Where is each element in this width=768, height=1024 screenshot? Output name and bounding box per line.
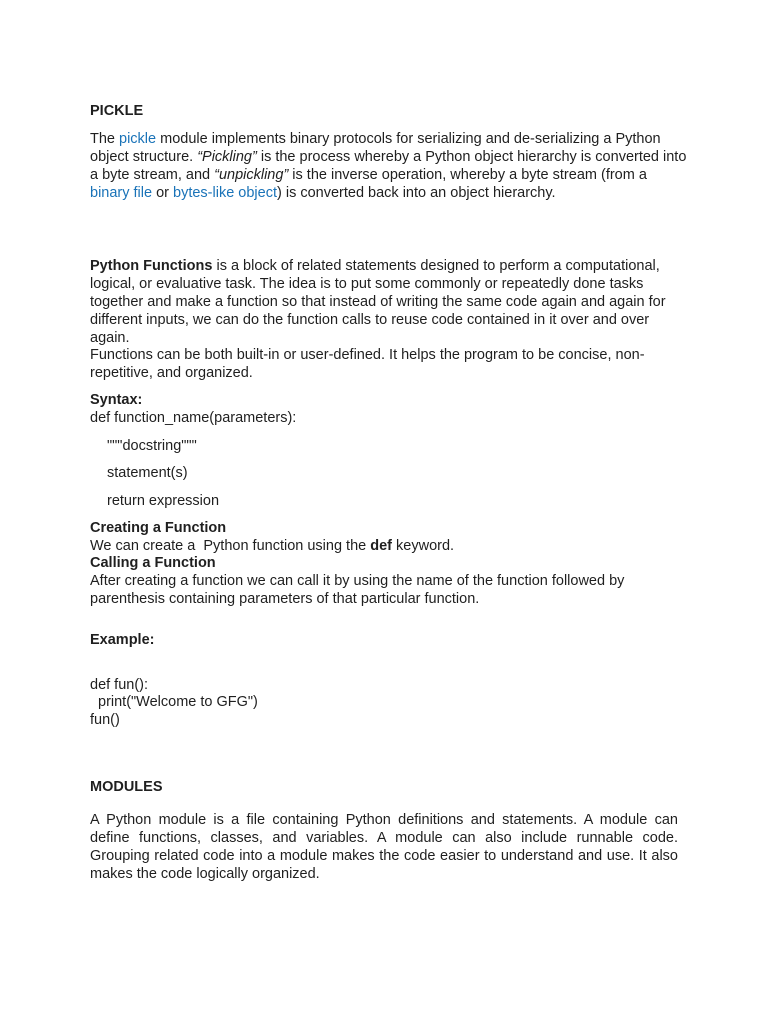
pickle-text: The <box>90 131 120 147</box>
functions-paragraph-2: Functions can be both built-in or user-defined. It helps the program to be concise, non-repetitive, and organized. <box>90 347 645 381</box>
creating-text: We can create a Python function using the <box>90 538 371 554</box>
syntax-heading: Syntax: <box>90 392 143 408</box>
def-keyword: def <box>370 538 392 554</box>
creating-text: keyword. <box>392 538 455 554</box>
pickle-text: or <box>152 185 174 201</box>
syntax-line: return expression <box>107 493 220 509</box>
pickling-term: “Pickling” <box>197 149 257 165</box>
pickle-text: is the inverse operation, whereby a byte stream (from a <box>288 167 647 183</box>
functions-text: is a block of related statements designed to perform a computational, logical, or evaluative task. The idea is to put some commonly or repeatedly done tasks together and make a function so that instead of writing the same code again and again for different inputs, we can do the function calls to reuse code contained in it over and over again. <box>90 258 666 346</box>
calling-function-heading: Calling a Function <box>90 555 216 571</box>
creating-function-text <box>90 537 690 555</box>
syntax-line: def function_name(parameters): <box>90 410 297 426</box>
modules-heading: MODULES <box>90 779 163 795</box>
pickle-paragraph <box>90 130 690 202</box>
pickle-heading: PICKLE <box>90 103 144 119</box>
syntax-line: statement(s) <box>107 465 188 481</box>
python-functions-term: Python Functions <box>90 258 213 274</box>
pickle-text: ) is converted back into an object hierarchy. <box>276 185 556 201</box>
pickle-text: module implements binary protocols for serializing and de-serializing a Python object structure. <box>90 131 661 165</box>
code-line: fun() <box>90 712 120 728</box>
code-line: def fun(): <box>90 677 149 693</box>
creating-function-heading: Creating a Function <box>90 520 227 536</box>
pickle-text: is the process whereby a Python object hierarchy is converted into a byte stream, and <box>90 149 687 183</box>
calling-function-text: After creating a function we can call it by using the name of the function followed by parenthesis containing parameters of that particular function. <box>90 573 625 607</box>
syntax-line: """docstring""" <box>107 438 197 454</box>
binary-file-link[interactable]: binary file <box>90 185 153 201</box>
code-line: print("Welcome to GFG") <box>98 694 258 710</box>
modules-paragraph: A Python module is a file containing Python definitions and statements. A module can define functions, classes, and variables. A module can also include runnable code. Grouping related code into a module makes the code easier to understand and use. It also makes the code logically organized. <box>90 812 678 882</box>
bytes-like-object-link[interactable]: bytes-like object <box>173 185 277 201</box>
unpickling-term: “unpickling” <box>214 167 289 183</box>
pickle-link[interactable]: pickle <box>119 131 157 147</box>
example-heading: Example: <box>90 632 155 648</box>
functions-paragraph <box>90 257 690 347</box>
